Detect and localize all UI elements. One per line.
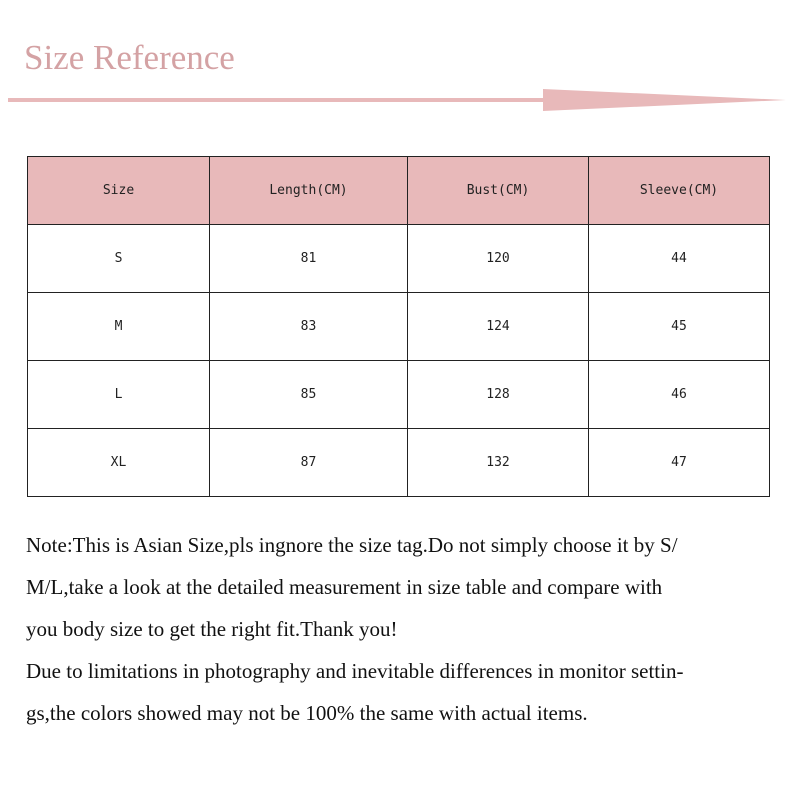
size-cell: XL [28,429,210,497]
table-row [28,293,770,361]
note-line: you body size to get the right fit.Thank you! [26,617,398,641]
column-header-size: Size [28,157,210,225]
note-line: M/L,take a look at the detailed measurement in size table and compare with [26,575,663,599]
length-cell: 85 [210,361,408,429]
note-line: Due to limitations in photography and inevitable differences in monitor settin- [26,659,684,683]
table-header-row [28,157,770,225]
bust-cell: 124 [408,293,589,361]
sleeve-cell: 46 [589,361,770,429]
page-title: Size Reference [24,38,235,77]
table-row [28,225,770,293]
size-table [27,156,770,497]
length-cell: 83 [210,293,408,361]
sleeve-cell: 44 [589,225,770,293]
bust-cell: 128 [408,361,589,429]
sleeve-cell: 47 [589,429,770,497]
column-header-sleeve: Sleeve(CM) [589,157,770,225]
table-row [28,429,770,497]
size-cell: L [28,361,210,429]
length-cell: 81 [210,225,408,293]
note-line: gs,the colors showed may not be 100% the same with actual items. [26,701,588,725]
column-header-bust: Bust(CM) [408,157,589,225]
size-note [26,524,782,734]
size-cell: M [28,293,210,361]
sleeve-cell: 45 [589,293,770,361]
table-row [28,361,770,429]
size-cell: S [28,225,210,293]
bust-cell: 120 [408,225,589,293]
note-line: Note:This is Asian Size,pls ingnore the size tag.Do not simply choose it by S/ [26,533,678,557]
title-underline-arrow [8,86,786,114]
bust-cell: 132 [408,429,589,497]
column-header-length: Length(CM) [210,157,408,225]
length-cell: 87 [210,429,408,497]
